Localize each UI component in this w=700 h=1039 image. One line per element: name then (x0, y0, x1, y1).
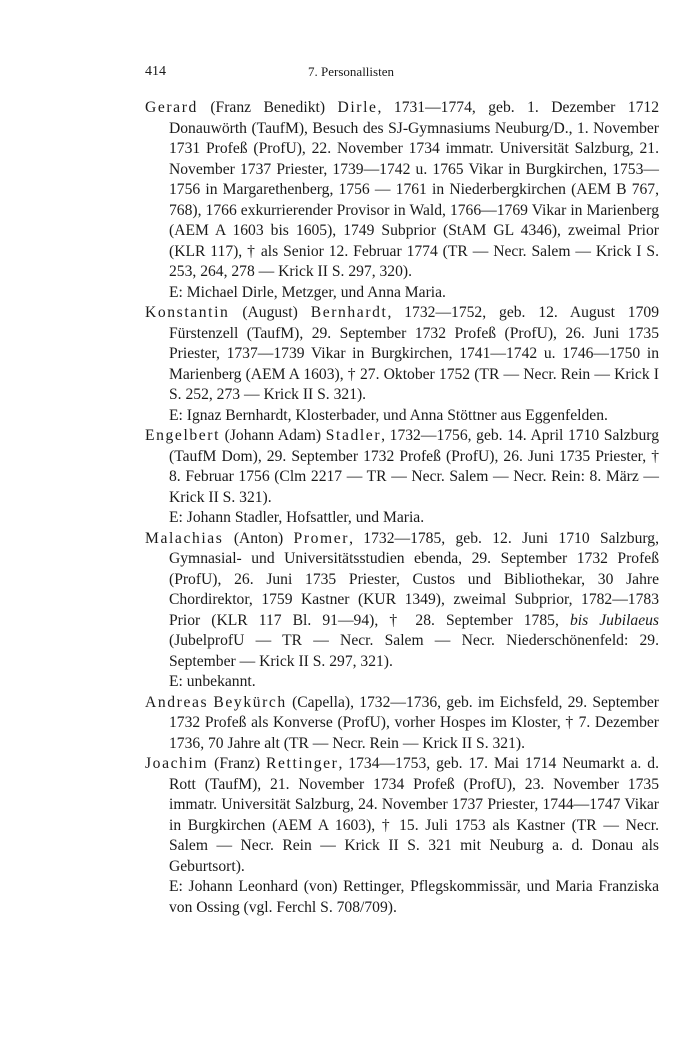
entry-baptismal-name: (August) (229, 304, 311, 321)
entry-text: , 1731—1774, geb. 1. Dezember 1712 Donauwörth (TaufM), Besuch des SJ-Gymnasiums Neuburg/D., 1. November 1731 Profeß (ProfU), 22. November 1734 immatr. Universität Salzburg, 21. November 1737 Priester, 1739—1742 u. 1765 Vikar in Burgkirchen, 1753—1756 in Margarethenberg, 1756 — 1761 in Niederbergkirchen (AEM B 767, 768), 1766 exkurrierender Provisor in Wald, 1766—1769 Vikar in Marienberg (AEM A 1603 bis 1605), 1749 Subprior (StAM GL 4346), zweimal Prior (KLR 117), † als Senior 12. Februar 1774 (TR — Necr. Salem — Krick I S. 253, 264, 278 — Krick II S. 297, 320). (169, 99, 659, 280)
entry-surname: Stadler (325, 427, 382, 444)
personnel-list (145, 98, 659, 918)
entry-surname: Dirle (337, 99, 378, 116)
entry-parents: E: Ignaz Bernhardt, Klosterbader, und Anna Stöttner aus Eggenfelden. (169, 406, 608, 424)
entry-baptismal-name: (Johann Adam) (220, 427, 326, 444)
entry-forename: Andreas (145, 693, 209, 711)
entry-biography (145, 426, 659, 508)
entry-text: , 1732—1756, geb. 14. April 1710 Salzburg (TaufM Dom), 29. September 1732 Profeß (ProfU), 26. Juni 1735 Priester, † 8. Februar 1756 (Clm 2217 — TR — Necr. Salem — Necr. Rein: 8. März — Krick II S. 321). (169, 427, 659, 506)
entry-bernhardt (145, 303, 659, 426)
entry-rettinger (145, 754, 659, 918)
entry-forename: Engelbert (145, 427, 221, 444)
entry-surname: Promer (293, 529, 350, 547)
entry-baptismal-name: (Franz) (208, 755, 266, 772)
entry-forename: Gerard (145, 99, 198, 116)
entry-parents: E: Johann Leonhard (von) Rettinger, Pflegskommissär, und Maria Franziska von Ossing (vgl. Ferchl S. 708/709). (169, 878, 659, 916)
entry-beykuerch (145, 693, 659, 755)
entry-text-continued: (JubelprofU — TR — Necr. Salem — Necr. Niederschönenfeld: 29. September — Krick II S. 297, 321). (169, 632, 659, 670)
entry-biography (145, 529, 659, 673)
running-head: 7. Personallisten (308, 64, 394, 79)
entry-text: , 1732—1785, geb. 12. Juni 1710 Salzburg, Gymnasial- und Universitätsstudien ebenda, 29. September 1732 Profeß (ProfU), 26. Juni 1735 Priester, Custos und Bibliothekar, 30 Jahre Chordirektor, 1759 Kastner (KUR 1349), zweimal Subprior, 1782—1783 Prior (KLR 117 Bl. 91—94), † 28. September 1785, (169, 529, 660, 629)
page-header (145, 64, 557, 84)
entry-parents: E: Johann Stadler, Hofsattler, und Maria. (169, 509, 425, 526)
entry-dirle (145, 98, 659, 303)
entry-biography (145, 754, 659, 877)
entry-italic-text: bis Jubilaeus (569, 611, 659, 629)
entry-biography (145, 303, 659, 406)
entry-baptismal-name: (Anton) (223, 529, 294, 547)
page-number: 414 (145, 64, 166, 79)
entry-stadler (145, 426, 659, 529)
entry-text: (Capella), 1732—1736, geb. im Eichsfeld, 29. September 1732 Profeß als Konverse (ProfU), vorher Hospes im Kloster, † 7. Dezember 1736, 70 Jahre alt (TR — Necr. Rein — Krick II S. 321). (169, 693, 660, 752)
entry-forename: Joachim (145, 755, 209, 772)
entry-text: , 1732—1752, geb. 12. August 1709 Fürstenzell (TaufM), 29. September 1732 Profeß (ProfU), 26. Juni 1735 Priester, 1737—1739 Vikar in Burgkirchen, 1741—1742 u. 1746—1750 in Marienberg (AEM A 1603), † 27. Oktober 1752 (TR — Necr. Rein — Krick I S. 252, 273 — Krick II S. 321). (169, 304, 659, 403)
entry-forename: Malachias (145, 529, 224, 547)
entry-surname: Rettinger (266, 755, 339, 772)
entry-biography (145, 693, 659, 755)
entry-promer (145, 529, 659, 693)
entry-forename: Konstantin (145, 304, 230, 321)
entry-parents: E: Michael Dirle, Metzger, und Anna Maria. (169, 283, 446, 301)
entry-baptismal-name: (Franz Benedikt) (197, 99, 338, 116)
entry-parents: E: unbekannt. (169, 673, 256, 690)
entry-surname: Beykürch (213, 693, 287, 711)
entry-biography (145, 98, 659, 283)
entry-surname: Bernhardt (310, 304, 388, 321)
entry-text: , 1734—1753, geb. 17. Mai 1714 Neumarkt a. d. Rott (TaufM), 21. November 1734 Profeß (ProfU), 23. November 1735 immatr. Universität Salzburg, 24. November 1737 Priester, 1744—1747 Vikar in Burgkirchen (AEM A 1603), † 15. Juli 1753 als Kastner (TR — Necr. Salem — Necr. Rein — Krick II S. 321 mit Neuburg a. d. Donau als Geburtsort). (169, 755, 659, 875)
